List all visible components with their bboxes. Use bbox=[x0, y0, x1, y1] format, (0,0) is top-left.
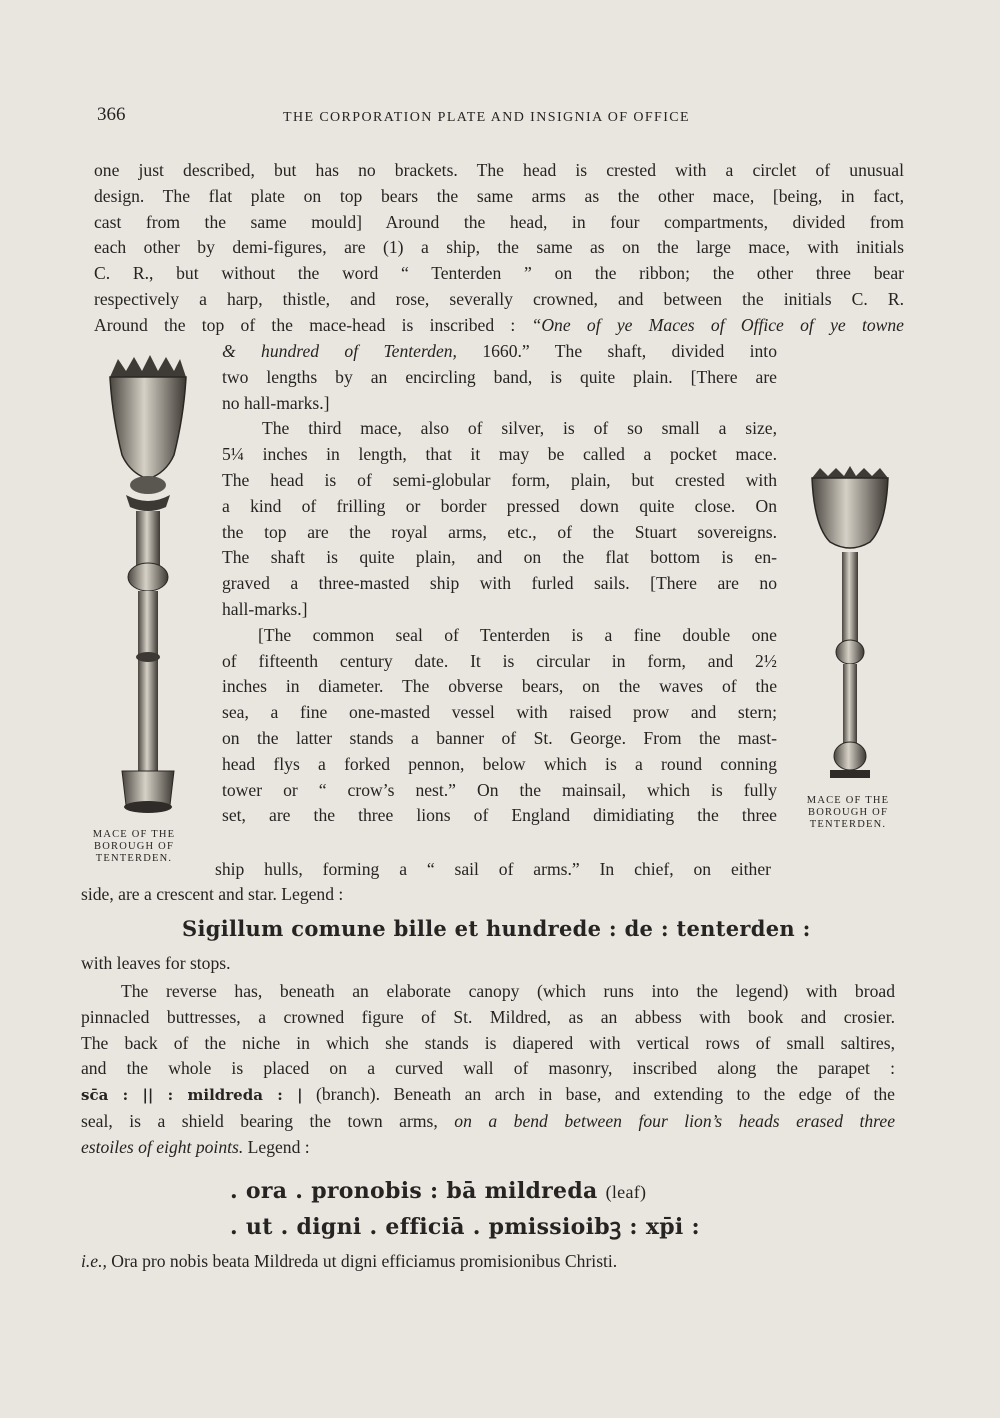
text-line: cast from the same mould] Around the head, in four compartments, divided from bbox=[94, 211, 904, 232]
text-line bbox=[94, 313, 904, 339]
text-line: respectively a harp, thistle, and rose, severally crowned, and between the initials C. R. bbox=[94, 288, 904, 309]
text-line: the top are the royal arms, etc., of the Stuart sovereigns. bbox=[222, 521, 777, 542]
text-line: one just described, but has no brackets. The head is crested with a circlet of unusual bbox=[94, 160, 904, 180]
running-head: THE CORPORATION PLATE AND INSIGNIA OF OFFICE bbox=[283, 110, 690, 125]
text-line bbox=[222, 339, 777, 365]
text-line: tower or “ crow’s nest.” On the mainsail, which is fully bbox=[222, 779, 777, 800]
text-line: 5¼ inches in length, that it may be called a pocket mace. bbox=[222, 444, 777, 465]
right-figure-caption bbox=[796, 795, 900, 831]
black-letter-inscription: sc̄a : || : mildreda : | bbox=[81, 1086, 303, 1105]
text-fragment: (branch). Beneath an arch in base, and extending to the edge of the bbox=[302, 1084, 895, 1105]
text-line bbox=[81, 1135, 895, 1161]
text-line: ship hulls, forming a “ sail of arms.” In chief, on either bbox=[215, 859, 771, 879]
leaf-note: (leaf) bbox=[605, 1182, 647, 1202]
caption-line: BOROUGH OF bbox=[94, 841, 174, 852]
text-line bbox=[81, 1249, 781, 1275]
italic-blazon: estoiles of eight points. bbox=[81, 1136, 244, 1157]
caption-line: BOROUGH OF bbox=[808, 807, 888, 818]
after-legend-1 bbox=[81, 951, 681, 977]
text-line: inches in diameter. The obverse bears, on the waves of the bbox=[222, 676, 777, 697]
text-fragment: Around the top of the mace-head is inscribed : bbox=[94, 314, 516, 335]
text-line: of fifteenth century date. It is circular in form, and 2½ bbox=[222, 650, 777, 671]
column-text bbox=[222, 339, 777, 829]
caption-line: MACE OF THE bbox=[92, 829, 176, 840]
text-line: side, are a crescent and star. Legend : bbox=[81, 884, 344, 904]
pocket-mace-illustration bbox=[808, 466, 892, 786]
large-mace-illustration bbox=[100, 355, 196, 825]
text-line: C. R., but without the word “ Tenterden ” on the ribbon; the other three bear bbox=[94, 263, 904, 284]
text-line: The third mace, also of silver, is of so small a size, bbox=[262, 418, 777, 439]
text-fragment: 1660.” The shaft, divided into bbox=[456, 341, 777, 361]
text-line: and the whole is placed on a curved wall of masonry, inscribed along the parapet : bbox=[81, 1058, 895, 1079]
legend-seal-reverse-line-1 bbox=[230, 1178, 646, 1204]
text-line: design. The flat plate on top bears the same arms as the other mace, [being, in fact, bbox=[94, 185, 904, 206]
text-line: with leaves for stops. bbox=[81, 953, 231, 973]
text-fragment: seal, is a shield bearing the town arms, bbox=[81, 1110, 438, 1131]
legend-text: . ora . pronobis : bā mildreda bbox=[230, 1178, 598, 1204]
paragraph-1 bbox=[94, 158, 904, 339]
text-line: set, are the three lions of England dimidiating the three bbox=[222, 805, 777, 826]
text-line: a kind of frilling or border pressed down quite close. On bbox=[222, 495, 777, 516]
caption-line: TENTERDEN. bbox=[809, 819, 887, 830]
legend-seal-obverse: Sigillum comune bille et hundrede : de : tenterden : bbox=[182, 916, 811, 941]
text-line: hall-marks.] bbox=[222, 598, 308, 619]
text-line: The back of the niche in which she stands is diapered with vertical rows of small saltires, bbox=[81, 1032, 895, 1053]
caption-line: MACE OF THE bbox=[806, 795, 890, 806]
text-line: The head is of semi-globular form, plain, but crested with bbox=[222, 469, 777, 490]
paragraph-4 bbox=[81, 979, 895, 1161]
text-line: The shaft is quite plain, and on the flat bottom is en- bbox=[222, 547, 777, 568]
text-line: sea, a fine one-masted vessel with raised prow and stern; bbox=[222, 702, 777, 723]
column-text-tail bbox=[215, 857, 771, 883]
translation bbox=[81, 1249, 781, 1275]
text-line: on the latter stands a banner of St. George. From the mast- bbox=[222, 727, 777, 748]
text-line: The reverse has, beneath an elaborate canopy (which runs into the legend) with broad bbox=[121, 981, 895, 1001]
text-line: no hall-marks.] bbox=[222, 392, 330, 413]
text-line: graved a three-masted ship with furled sails. [There are no bbox=[222, 573, 777, 594]
left-figure-caption bbox=[82, 829, 186, 865]
paragraph-3-end bbox=[81, 882, 581, 908]
italic-quote: & hundred of Tenterden, bbox=[222, 341, 457, 361]
italic-blazon: on a bend between four lion’s heads erased three bbox=[454, 1110, 895, 1131]
text-line bbox=[81, 1082, 895, 1109]
ie-label: i.e., bbox=[81, 1251, 107, 1271]
text-line: head flys a forked pennon, below which is a round conning bbox=[222, 753, 777, 774]
text-line: two lengths by an encircling band, is quite plain. [There are bbox=[222, 366, 777, 387]
text-line bbox=[81, 1109, 895, 1135]
page-number: 366 bbox=[97, 104, 126, 125]
caption-line: TENTERDEN. bbox=[95, 853, 173, 864]
text-fragment: Legend : bbox=[243, 1136, 310, 1157]
text-line: [The common seal of Tenterden is a fine double one bbox=[258, 624, 777, 645]
text-line: each other by demi-figures, are (1) a ship, the same as on the large mace, with initials bbox=[94, 237, 904, 258]
legend-seal-reverse-line-2: . ut . digni . efficiā . pmissioibꝫ : xp̄i : bbox=[230, 1214, 700, 1240]
text-fragment: Ora pro nobis beata Mildreda ut digni efficiamus promisionibus Christi. bbox=[106, 1251, 618, 1271]
italic-quote: “One of ye Maces of Office of ye towne bbox=[531, 314, 904, 335]
text-line: pinnacled buttresses, a crowned figure of St. Mildred, as an abbess with book and crosier. bbox=[81, 1006, 895, 1027]
